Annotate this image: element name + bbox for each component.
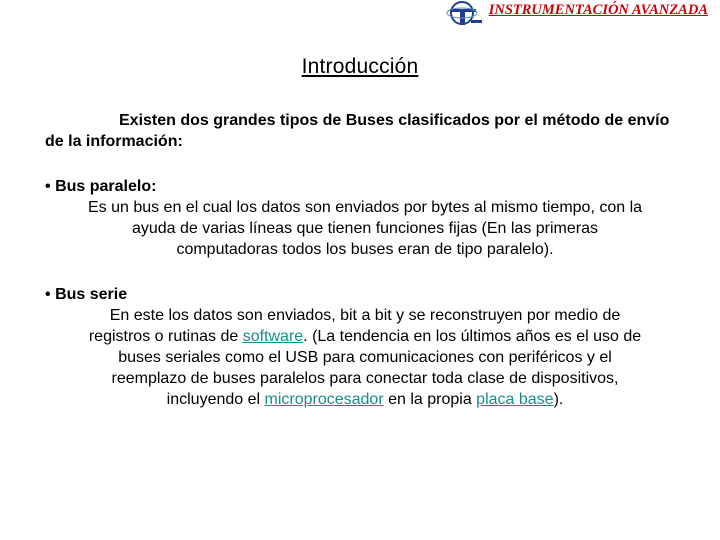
link-placa-base[interactable]: placa base — [476, 391, 554, 408]
header-title: INSTRUMENTACIÓN AVANZADA — [488, 2, 708, 18]
body-line: reemplazo de buses paralelos para conectar toda clase de dispositivos, — [111, 370, 619, 387]
section-heading — [45, 284, 685, 305]
body-line: Es un bus en el cual los datos son enviados por bytes al mismo tiempo, con la — [87, 199, 643, 216]
body-line: En este los datos son enviados, bit a bit y se reconstruyen por medio de — [109, 307, 621, 324]
bullet-marker: • — [45, 286, 51, 303]
body-text: . (La tendencia en los últimos años es el uso de — [303, 328, 642, 345]
section-heading — [45, 176, 685, 197]
link-microprocesador[interactable]: microprocesador — [264, 391, 384, 408]
link-software[interactable]: software — [242, 328, 304, 345]
body-line: ayuda de varias líneas que tienen funciones fijas (En las primeras — [131, 220, 599, 237]
bullet-marker: • — [45, 178, 51, 195]
body-line: computadoras todos los buses eran de tipo paralelo). — [176, 241, 554, 258]
section-heading-text: Bus paralelo: — [55, 178, 157, 195]
section-body — [45, 305, 685, 410]
body-line: buses seriales como el USB para comunicaciones con periféricos y el — [118, 349, 612, 366]
body-text: incluyendo el — [166, 391, 265, 408]
section-bus-serie — [45, 284, 685, 410]
intro-text: Existen dos grandes tipos de Buses clasificados por el método de envío de la información: — [45, 112, 670, 150]
section-heading-text: Bus serie — [55, 286, 128, 303]
page-title: Introducción — [301, 55, 419, 78]
section-bus-paralelo — [45, 176, 685, 260]
body-text: ). — [553, 391, 564, 408]
body-text: en la propia — [383, 391, 477, 408]
institution-logo-icon — [444, 0, 484, 28]
section-body — [45, 197, 685, 260]
body-line — [45, 389, 685, 410]
body-text: registros o rutinas de — [88, 328, 243, 345]
body-line — [45, 326, 685, 347]
intro-paragraph — [45, 110, 685, 152]
